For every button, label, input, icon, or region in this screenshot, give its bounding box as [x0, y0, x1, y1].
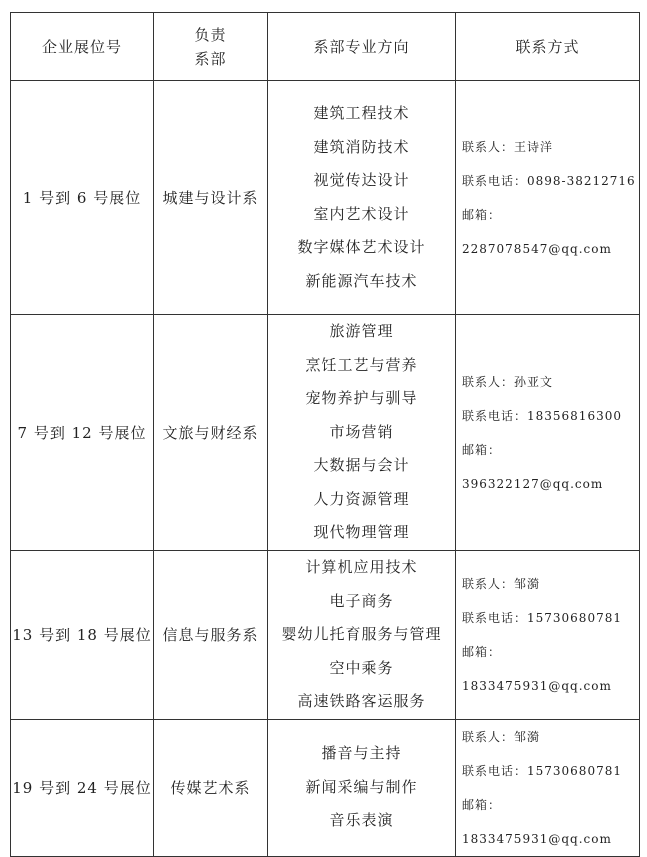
- contact-email: 邮箱：396322127@qq.com: [462, 442, 604, 491]
- booth-range: 19 号到 24 号展位: [11, 719, 154, 856]
- table-row: [11, 551, 640, 720]
- major-item: 音乐表演: [329, 811, 394, 830]
- contact-person: 联系人：孙亚文: [462, 374, 554, 389]
- major-item: 电子商务: [329, 591, 394, 610]
- contact-phone: 联系电话：18356816300: [462, 408, 622, 423]
- booth-range: 7 号到 12 号展位: [11, 315, 154, 551]
- department-name: 文旅与财经系: [154, 315, 268, 551]
- majors-list: [268, 719, 456, 856]
- table-row: [11, 315, 640, 551]
- major-item: 建筑工程技术: [313, 104, 410, 122]
- major-item: 婴幼儿托育服务与管理: [281, 625, 442, 643]
- major-item: 建筑消防技术: [313, 137, 410, 156]
- contact-phone: 联系电话：15730680781: [462, 610, 622, 625]
- major-item: 现代物理管理: [313, 523, 410, 542]
- major-item: 室内艺术设计: [313, 204, 410, 223]
- major-item: 高速铁路客运服务: [297, 692, 426, 710]
- major-item: 播音与主持: [321, 744, 402, 763]
- booth-range: 1 号到 6 号展位: [11, 81, 154, 315]
- contact-email: 邮箱：1833475931@qq.com: [462, 644, 612, 693]
- contact-info: [456, 719, 640, 856]
- major-item: 大数据与会计: [313, 456, 410, 475]
- table-header-row: [11, 13, 640, 81]
- booth-range: 13 号到 18 号展位: [11, 551, 154, 720]
- contact-info: [456, 81, 640, 315]
- major-item: 新能源汽车技术: [305, 271, 418, 290]
- major-item: 市场营销: [329, 422, 394, 441]
- major-item: 烹饪工艺与营养: [305, 355, 418, 374]
- contact-info: [456, 315, 640, 551]
- department-name: 信息与服务系: [154, 551, 268, 720]
- header-dept-line2: 系部: [194, 49, 227, 68]
- contact-person: 联系人：王诗洋: [462, 139, 554, 154]
- contact-phone: 联系电话：0898-38212716: [462, 173, 636, 188]
- contact-email: 邮箱：2287078547@qq.com: [462, 207, 612, 256]
- header-dept: [154, 13, 268, 81]
- header-contact: 联系方式: [456, 13, 640, 81]
- majors-list: [268, 551, 456, 720]
- department-name: 传媒艺术系: [154, 719, 268, 856]
- contact-person: 联系人：邹漪: [462, 576, 541, 591]
- major-item: 视觉传达设计: [313, 171, 410, 189]
- department-name: 城建与设计系: [154, 81, 268, 315]
- contact-person: 联系人：邹漪: [462, 729, 541, 744]
- contact-phone: 联系电话：15730680781: [462, 763, 622, 778]
- table-row: [11, 719, 640, 856]
- header-majors: 系部专业方向: [268, 13, 456, 81]
- booth-assignment-table: [10, 12, 640, 857]
- major-item: 空中乘务: [329, 658, 394, 677]
- major-item: 新闻采编与制作: [305, 777, 418, 796]
- header-dept-line1: 负责: [194, 25, 227, 44]
- contact-info: [456, 551, 640, 720]
- table-row: [11, 81, 640, 315]
- majors-list: [268, 315, 456, 551]
- contact-email: 邮箱：1833475931@qq.com: [462, 797, 612, 846]
- major-item: 旅游管理: [329, 322, 394, 341]
- major-item: 数字媒体艺术设计: [297, 238, 426, 256]
- major-item: 宠物养护与驯导: [305, 389, 418, 408]
- majors-list: [268, 81, 456, 315]
- header-booth-no: 企业展位号: [11, 13, 154, 81]
- major-item: 计算机应用技术: [305, 558, 418, 576]
- major-item: 人力资源管理: [313, 489, 410, 508]
